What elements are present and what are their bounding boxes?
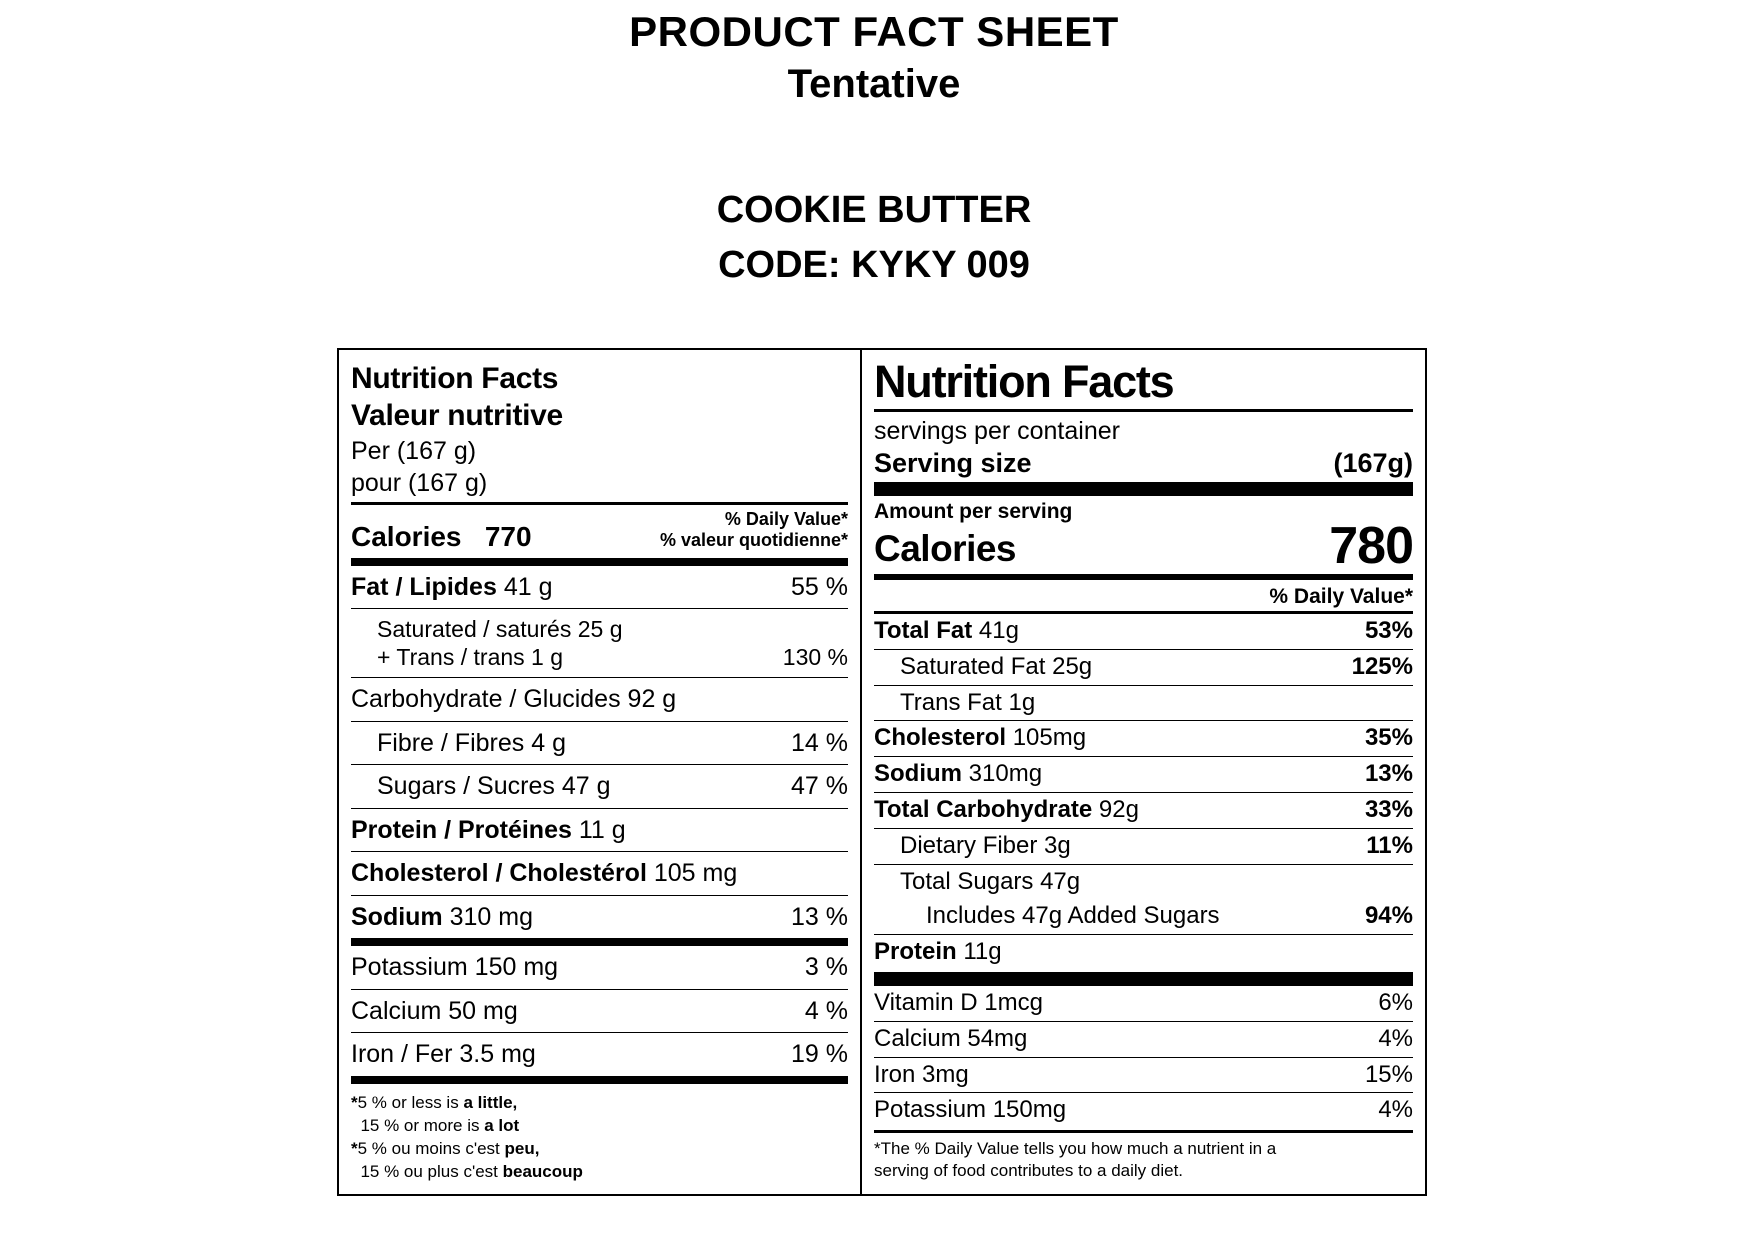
us-footnote bbox=[874, 1130, 1413, 1182]
ca-title-french: Valeur nutritive bbox=[351, 398, 563, 432]
product-name: COOKIE BUTTER bbox=[716, 188, 1032, 231]
us-thick-bar-2 bbox=[874, 972, 1413, 986]
ca-serving-english: Per (167 g) bbox=[351, 437, 477, 466]
ca-row-saturated-trans bbox=[351, 613, 848, 673]
us-serving-size-label: Serving size bbox=[874, 448, 1032, 479]
ca-protein-amount: 11 g bbox=[578, 815, 626, 844]
page-title: PRODUCT FACT SHEET bbox=[629, 8, 1119, 55]
us-total-sugars-amount: 47g bbox=[1040, 867, 1081, 895]
ca-carb-label: Carbohydrate / Glucides bbox=[351, 685, 621, 714]
ca-potassium-label: Potassium bbox=[351, 953, 468, 982]
ca-row-fat bbox=[351, 570, 848, 605]
ca-footnote-line3a: 5 % ou moins c'est bbox=[357, 1138, 505, 1158]
us-added-sugars-label: Includes 47g Added Sugars bbox=[926, 902, 1220, 930]
ca-potassium-dv: 3 % bbox=[804, 953, 848, 982]
ca-trans-amount: 1 g bbox=[531, 644, 564, 671]
ca-row-protein bbox=[351, 813, 848, 848]
us-total-carb-amount: 92g bbox=[1098, 796, 1139, 823]
ca-sodium-amount: 310 mg bbox=[449, 902, 534, 931]
ca-row-sodium bbox=[351, 900, 848, 935]
ca-calcium-dv: 4 % bbox=[804, 996, 848, 1025]
ca-calories-value: 770 bbox=[484, 520, 532, 552]
ca-cholesterol-label: Cholesterol / Cholestérol bbox=[351, 859, 647, 888]
ca-rule-6 bbox=[351, 764, 848, 765]
us-title: Nutrition Facts bbox=[874, 356, 1174, 407]
ca-footnote-line2b: a lot bbox=[484, 1115, 520, 1135]
us-calories-row bbox=[874, 516, 1413, 575]
us-saturated-fat-amount: 25g bbox=[1052, 652, 1093, 680]
us-trans-fat-amount: 1g bbox=[1008, 688, 1036, 716]
ca-rule-9 bbox=[351, 895, 848, 896]
ca-rule-1 bbox=[351, 502, 848, 505]
ca-rule-2 bbox=[351, 558, 848, 566]
ca-sugars-dv: 47 % bbox=[791, 772, 848, 801]
us-calcium-label: Calcium 54mg bbox=[874, 1024, 1028, 1052]
ca-row-carbohydrate bbox=[351, 682, 848, 717]
us-saturated-fat-dv: 125% bbox=[1351, 652, 1413, 680]
ca-rule-12 bbox=[351, 1032, 848, 1033]
ca-rule-8 bbox=[351, 851, 848, 852]
us-sodium-label: Sodium bbox=[874, 760, 962, 788]
us-amount-per-serving: Amount per serving bbox=[874, 499, 1073, 523]
us-protein-amount: 11g bbox=[963, 938, 1002, 966]
ca-iron-label: Iron / Fer bbox=[351, 1040, 453, 1069]
ca-footnote: *5 % or less is a little, 15 % or more is a lot *5 % ou moins c'est peu, 15 % ou plus c'est beaucoup bbox=[351, 1092, 583, 1181]
us-row-vitamin-d bbox=[874, 986, 1413, 1021]
us-cholesterol-amount: 105mg bbox=[1012, 724, 1087, 752]
us-total-carb-label: Total Carbohydrate bbox=[874, 796, 1093, 823]
ca-row-potassium bbox=[351, 950, 848, 985]
ca-dv-header-french: % valeur quotidienne* bbox=[659, 530, 848, 551]
us-nutrition-facts-label bbox=[860, 348, 1427, 1196]
us-thick-bar-1 bbox=[874, 482, 1413, 496]
ca-fibre-amount: 4 g bbox=[531, 728, 566, 757]
ca-saturated-amount: 25 g bbox=[577, 616, 623, 643]
us-row-calcium bbox=[874, 1021, 1413, 1057]
us-row-added-sugars bbox=[874, 899, 1413, 934]
ca-row-cholesterol bbox=[351, 856, 848, 891]
us-saturated-fat-label: Saturated Fat bbox=[900, 652, 1046, 680]
us-row-sodium bbox=[874, 756, 1413, 792]
us-vitamin-d-label: Vitamin D 1mcg bbox=[874, 988, 1043, 1016]
ca-sodium-dv: 13 % bbox=[791, 902, 848, 931]
ca-rule-13 bbox=[351, 1076, 848, 1084]
ca-trans-label: + Trans / trans bbox=[377, 644, 525, 671]
ca-serving-french: pour (167 g) bbox=[351, 468, 488, 497]
us-iron-dv: 15% bbox=[1364, 1060, 1413, 1088]
ca-carb-amount: 92 g bbox=[627, 685, 677, 714]
us-iron-label: Iron 3mg bbox=[874, 1060, 969, 1088]
document-header bbox=[0, 0, 1748, 109]
ca-fat-amount: 41 g bbox=[503, 572, 553, 601]
ca-footnote-line2a: 15 % or more is bbox=[360, 1115, 485, 1135]
us-total-fat-label: Total Fat bbox=[874, 617, 973, 645]
product-identification bbox=[0, 183, 1748, 293]
us-total-sugars-label: Total Sugars bbox=[900, 867, 1034, 895]
us-potassium-dv: 4% bbox=[1378, 1096, 1413, 1124]
product-code: CODE: KYKY 009 bbox=[718, 243, 1030, 286]
us-protein-label: Protein bbox=[874, 938, 957, 966]
ca-iron-dv: 19 % bbox=[791, 1040, 848, 1069]
ca-row-sugars bbox=[351, 769, 848, 804]
ca-rule-11 bbox=[351, 989, 848, 990]
ca-row-calcium bbox=[351, 994, 848, 1029]
ca-row-fibre bbox=[351, 726, 848, 761]
ca-iron-amount: 3.5 mg bbox=[459, 1040, 536, 1069]
us-sodium-dv: 13% bbox=[1364, 760, 1413, 788]
ca-calories-row bbox=[351, 509, 848, 553]
ca-protein-label: Protein / Protéines bbox=[351, 815, 572, 844]
ca-cholesterol-amount: 105 mg bbox=[653, 859, 738, 888]
ca-footnote-line3b: peu, bbox=[504, 1138, 540, 1158]
us-row-iron bbox=[874, 1057, 1413, 1093]
ca-sodium-label: Sodium bbox=[351, 902, 443, 931]
ca-rule-5 bbox=[351, 721, 848, 722]
canadian-nutrition-facts-label bbox=[337, 348, 860, 1196]
ca-fibre-dv: 14 % bbox=[791, 728, 848, 757]
us-dietary-fiber-label: Dietary Fiber bbox=[900, 831, 1038, 859]
us-trans-fat-label: Trans Fat bbox=[900, 688, 1002, 716]
ca-footnote-line4a: 15 % ou plus c'est bbox=[360, 1161, 503, 1181]
us-total-fat-amount: 41g bbox=[978, 617, 1019, 645]
ca-calcium-amount: 50 mg bbox=[448, 996, 518, 1025]
ca-calories-label: Calories bbox=[351, 520, 462, 552]
us-footnote-line2: serving of food contributes to a daily diet. bbox=[874, 1161, 1184, 1181]
us-calories-value: 780 bbox=[1329, 516, 1413, 575]
ca-footnote-line1a: 5 % or less is bbox=[357, 1092, 464, 1112]
us-dietary-fiber-amount: 3g bbox=[1044, 831, 1071, 859]
ca-rule-4 bbox=[351, 677, 848, 678]
ca-sugars-amount: 47 g bbox=[561, 772, 611, 801]
us-serving-size-value: (167g) bbox=[1333, 448, 1413, 479]
us-daily-value-header: % Daily Value* bbox=[1269, 584, 1413, 608]
us-calories-label: Calories bbox=[874, 528, 1017, 570]
ca-sugars-label: Sugars / Sucres bbox=[377, 772, 555, 801]
ca-rule-7 bbox=[351, 808, 848, 809]
us-sodium-amount: 310mg bbox=[968, 760, 1043, 788]
us-potassium-label: Potassium 150mg bbox=[874, 1096, 1067, 1124]
ca-calcium-label: Calcium bbox=[351, 996, 442, 1025]
us-footnote-line1: *The % Daily Value tells you how much a nutrient in a bbox=[874, 1139, 1277, 1159]
us-cholesterol-dv: 35% bbox=[1364, 724, 1413, 752]
us-calcium-dv: 4% bbox=[1378, 1024, 1413, 1052]
us-row-total-fat bbox=[874, 611, 1413, 649]
ca-fat-dv: 55 % bbox=[791, 572, 848, 601]
us-total-fat-dv: 53% bbox=[1364, 617, 1413, 645]
us-row-total-sugars bbox=[874, 864, 1413, 900]
us-total-carb-dv: 33% bbox=[1364, 796, 1413, 823]
ca-title-english: Nutrition Facts bbox=[351, 362, 559, 395]
us-rule-1 bbox=[874, 409, 1413, 412]
nutrition-labels-container bbox=[337, 348, 1427, 1196]
ca-footnote-line1b: a little, bbox=[463, 1092, 518, 1112]
us-serving-size-row bbox=[874, 447, 1413, 479]
ca-saturated-label: Saturated / saturés bbox=[377, 616, 572, 643]
ca-rule-10 bbox=[351, 938, 848, 946]
page-subtitle: Tentative bbox=[787, 61, 961, 106]
ca-rule-3 bbox=[351, 608, 848, 609]
ca-row-iron bbox=[351, 1037, 848, 1072]
ca-footnote-line4b: beaucoup bbox=[502, 1161, 583, 1181]
us-added-sugars-dv: 94% bbox=[1364, 902, 1413, 930]
us-dietary-fiber-dv: 11% bbox=[1366, 831, 1413, 859]
us-row-trans-fat bbox=[874, 685, 1413, 721]
ca-saturated-trans-dv: 130 % bbox=[782, 644, 848, 671]
ca-potassium-amount: 150 mg bbox=[474, 953, 559, 982]
us-vitamin-d-dv: 6% bbox=[1378, 988, 1413, 1016]
us-row-potassium bbox=[874, 1092, 1413, 1128]
us-row-protein bbox=[874, 934, 1413, 970]
ca-dv-header-english: % Daily Value* bbox=[724, 509, 848, 530]
us-row-dietary-fiber bbox=[874, 828, 1413, 864]
us-cholesterol-label: Cholesterol bbox=[874, 724, 1007, 752]
ca-fat-label: Fat / Lipides bbox=[351, 572, 497, 601]
us-row-cholesterol bbox=[874, 720, 1413, 756]
us-servings-per-container: servings per container bbox=[874, 417, 1120, 446]
us-row-saturated-fat bbox=[874, 649, 1413, 685]
us-row-total-carbohydrate bbox=[874, 792, 1413, 828]
ca-fibre-label: Fibre / Fibres bbox=[377, 728, 525, 757]
